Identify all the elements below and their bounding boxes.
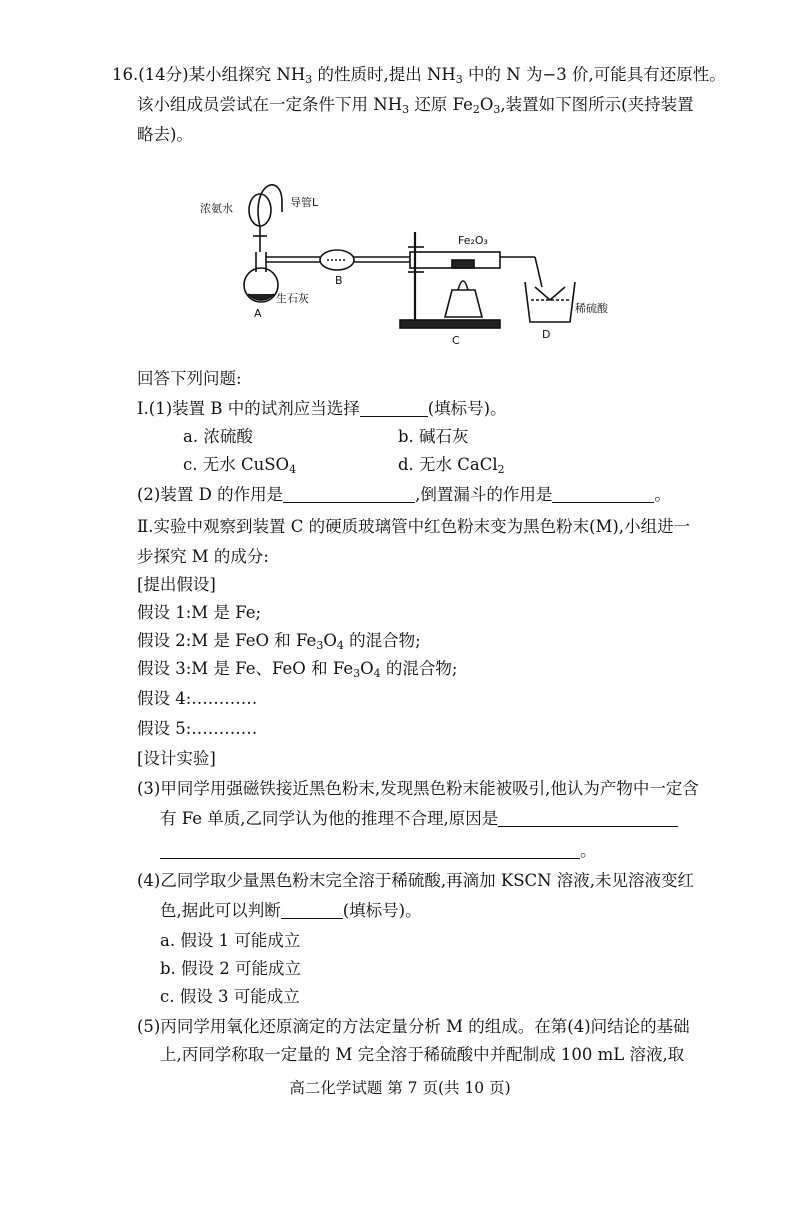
label-A: A	[254, 307, 262, 320]
hypothesis-3: 假设 3:M 是 Fe、FeO 和 $Fe_3O_4$ 的混合物;	[137, 659, 458, 680]
label-lime: 生石灰	[276, 292, 309, 305]
q1-option-b: b. 碱石灰	[398, 427, 469, 446]
label-fe2o3: Fe₂O₃	[458, 234, 488, 247]
apparatus-figure	[190, 172, 620, 350]
q2-blank-1[interactable]	[283, 486, 415, 503]
label-ammonia: 浓氨水	[200, 202, 233, 215]
beaker-D	[525, 282, 575, 322]
hypothesis-5: 假设 5:…………	[137, 719, 258, 738]
q3-line-2: 有 Fe 单质,乙同学认为他的推理不合理,原因是	[160, 808, 678, 830]
q3-line-1: (3)甲同学用强磁铁接近黑色粉末,发现黑色粉末能被吸引,他认为产物中一定含	[137, 779, 699, 798]
stand-base	[400, 320, 500, 328]
hypothesis-4: 假设 4:…………	[137, 689, 258, 708]
q3-blank-2[interactable]	[160, 842, 580, 859]
label-D: D	[542, 328, 551, 341]
design-title: [设计实验]	[137, 749, 216, 768]
hypothesis-1: 假设 1:M 是 Fe;	[137, 603, 262, 622]
q4-option-a: a. 假设 1 可能成立	[160, 931, 301, 950]
q4-line-1: (4)乙同学取少量黑色粉末完全溶于稀硫酸,再滴加 KSCN 溶液,未见溶液变红	[137, 871, 695, 890]
hypothesis-2: 假设 2:M 是 FeO 和 $Fe_3O_4$ 的混合物;	[137, 631, 421, 652]
label-dilute-acid: 稀硫酸	[575, 302, 608, 315]
q2-blank-2[interactable]	[552, 486, 654, 503]
q4-blank[interactable]	[281, 902, 343, 919]
question-line-3: 略去)。	[137, 125, 193, 144]
label-tube-L: 导管L	[290, 196, 319, 209]
label-B: B	[335, 274, 343, 287]
part2-line-2: 步探究 M 的成分:	[137, 547, 269, 566]
q4-option-b: b. 假设 2 可能成立	[160, 959, 302, 978]
q4-option-c: c. 假设 3 可能成立	[160, 987, 300, 1006]
q5-line-2: 上,丙同学称取一定量的 M 完全溶于稀硫酸中并配制成 100 mL 溶液,取	[160, 1045, 685, 1064]
part2-line-1: Ⅱ.实验中观察到装置 C 的硬质玻璃管中红色粉末变为黑色粉末(M),小组进一	[137, 517, 691, 536]
question-line-2: 该小组成员尝试在一定条件下用 $NH_3$ 还原 $Fe_2O_3$,装置如下图所示(夹持装置	[137, 95, 694, 116]
alcohol-lamp	[445, 290, 482, 317]
q1-line: Ⅰ.(1)装置 B 中的试剂应当选择 (填标号)。	[137, 399, 507, 418]
question-line-1: 16.(14分)某小组探究 $NH_3$ 的性质时,提出 $NH_3$ 中的 N 为−3 价,可能具有还原性。	[112, 65, 726, 86]
q3-line-3: 。	[160, 840, 597, 862]
q2-line: (2)装置 D 的作用是 ,倒置漏斗的作用是 。	[137, 485, 671, 504]
q1-option-a: a. 浓硫酸	[183, 427, 253, 446]
label-C: C	[452, 334, 460, 347]
q1-option-c: c. 无水 CuSO$_4$	[183, 455, 297, 476]
hypothesis-title: [提出假设]	[137, 575, 216, 594]
apparatus-diagram	[190, 172, 620, 350]
q4-line-2: 色,据此可以判断 (填标号)。	[160, 901, 422, 920]
answer-intro: 回答下列问题:	[137, 369, 242, 388]
q3-blank-1[interactable]	[498, 810, 678, 827]
page-footer: 高二化学试题 第 7 页(共 10 页)	[289, 1079, 511, 1097]
q5-line-1: (5)丙同学用氧化还原滴定的方法定量分析 M 的组成。在第(4)问结论的基础	[137, 1017, 690, 1036]
q1-blank[interactable]	[360, 400, 428, 417]
q1-option-d: d. 无水 CaCl$_2$	[398, 455, 505, 476]
